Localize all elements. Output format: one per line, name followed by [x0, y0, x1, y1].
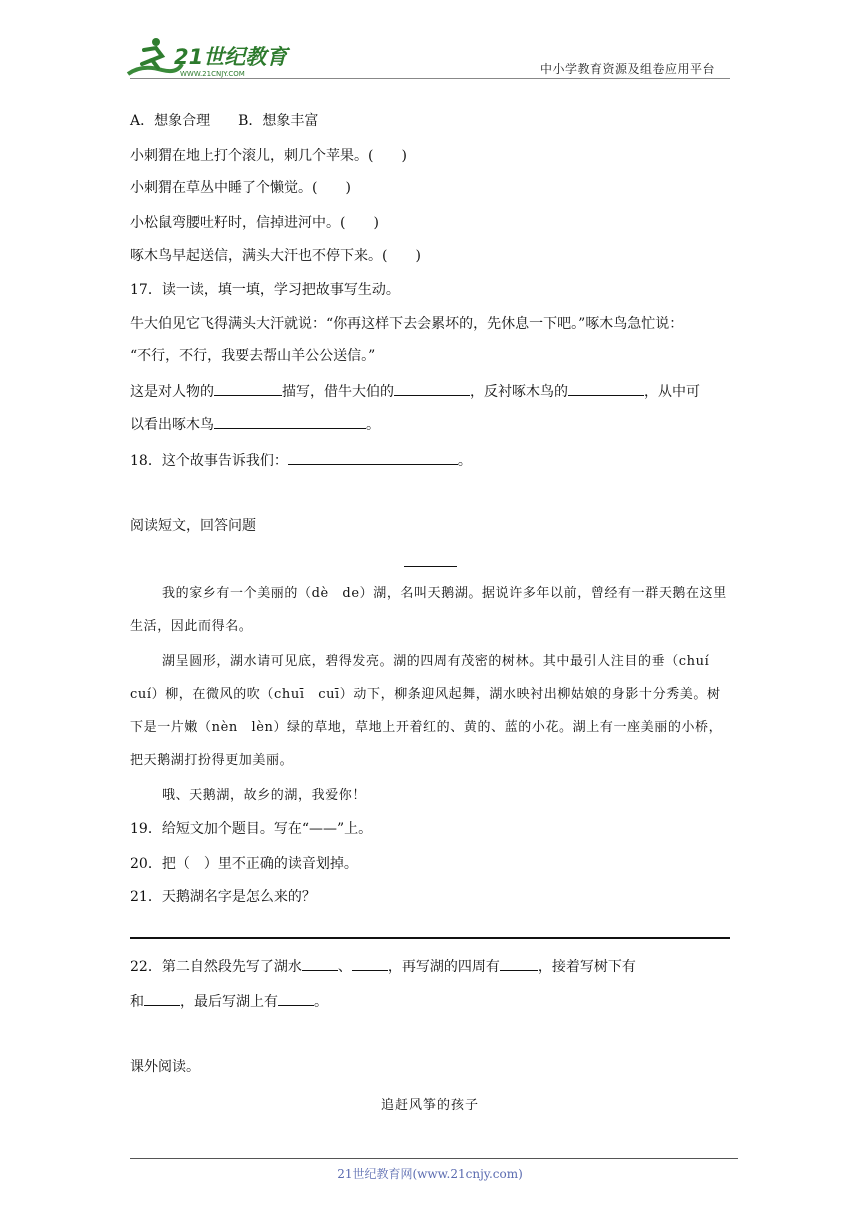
q22-blank-4[interactable]	[144, 991, 180, 1006]
q16-item-4: 啄木鸟早起送信，满头大汗也不停下来。( )	[130, 248, 421, 264]
q20-text: 20．把（ ）里不正确的读音划掉。	[130, 856, 358, 872]
q16-item-3: 小松鼠弯腰吐籽时，信掉进河中。( )	[130, 215, 379, 231]
q17-fill-line-2	[130, 414, 380, 435]
q17-quote-2: “不行，不行，我要去帮山羊公公送信。”	[130, 348, 376, 364]
q21-text: 21．天鹅湖名字是怎么来的？	[130, 889, 316, 905]
q22-line-1	[130, 956, 636, 977]
q18-blank[interactable]	[288, 450, 458, 465]
q16-item-1: 小刺猬在地上打个滚儿，刺几个苹果。( )	[130, 148, 407, 164]
q17-text-f: 。	[366, 417, 380, 433]
q17-blank-4[interactable]	[214, 414, 366, 429]
q22-text-a: 22．第二自然段先写了湖水	[130, 959, 302, 975]
q17-blank-2[interactable]	[394, 381, 470, 396]
q17-blank-3[interactable]	[568, 381, 644, 396]
reading1-paragraph-3: 哦、天鹅湖，故乡的湖，我爱你！	[162, 788, 367, 803]
q17-title: 17．读一读，填一填，学习把故事写生动。	[130, 282, 400, 298]
passage-title-blank[interactable]	[404, 566, 457, 567]
q16-item-2: 小刺猬在草丛中睡了个懒觉。( )	[130, 180, 351, 196]
q18-text: 18．这个故事告诉我们：	[130, 453, 288, 469]
q17-blank-1[interactable]	[214, 381, 282, 396]
q22-line-2	[130, 991, 328, 1012]
reading1-paragraph-2: 湖呈圆形，湖水请可见底，碧得发亮。湖的四周有茂密的树林。其中最引人注目的垂（chuí cuí）柳，在微风的吹（chuī cuī）动下，柳条迎风起舞，湖水映衬出柳姑娘的身影十分秀美。树下是一片嫩（nèn lèn）绿的草地，草地上开着红的、黄的、蓝的小花。湖上有一座美丽的小桥，把天鹅湖打扮得更加美丽。	[130, 654, 723, 768]
q22-text-d: 和	[130, 994, 144, 1010]
q22-blank-1[interactable]	[302, 956, 338, 971]
q17-quote-1: 牛大伯见它飞得满头大汗就说：“你再这样下去会累坏的，先休息一下吧。”啄木鸟急忙说：	[130, 316, 684, 332]
reading1-heading: 阅读短文，回答问题	[130, 518, 256, 534]
q22-text-e: ，最后写湖上有	[180, 994, 278, 1010]
q17-text-c: ，反衬啄木鸟的	[470, 384, 568, 400]
footer-link[interactable]: 21世纪教育网(www.21cnjy.com)	[337, 1167, 523, 1181]
reading1-paragraph-1: 我的家乡有一个美丽的（dè de）湖，名叫天鹅湖。据说许多年以前，曾经有一群天鹅在这里生活，因此而得名。	[130, 586, 727, 634]
platform-name: 中小学教育资源及组卷应用平台	[540, 62, 716, 76]
logo-text: 21世纪教育	[174, 45, 288, 69]
q22-blank-2[interactable]	[352, 956, 388, 971]
q22-blank-3[interactable]	[500, 956, 538, 971]
q22-sep: 、	[337, 959, 352, 975]
q17-text-a: 这是对人物的	[130, 384, 214, 400]
logo-url: WWW.21CNJY.COM	[180, 70, 245, 78]
site-logo	[122, 34, 292, 80]
reading2-title: 追赶风筝的孩子	[380, 1098, 479, 1113]
q17-fill-line-1	[130, 381, 700, 402]
q17-text-d: ，从中可	[644, 384, 700, 400]
q19-text: 19．给短文加个题目。写在“——”上。	[130, 821, 373, 837]
q22-text-b: ，再写湖的四周有	[387, 959, 500, 975]
q18-end: 。	[457, 453, 472, 469]
q18-line	[130, 450, 472, 471]
footer-divider	[130, 1158, 738, 1159]
q22-text-f: 。	[314, 994, 328, 1010]
reading2-heading: 课外阅读。	[130, 1059, 200, 1075]
q22-text-c: ，接着写树下有	[537, 959, 636, 975]
header-divider	[130, 78, 730, 79]
q17-text-e: 以看出啄木鸟	[130, 417, 214, 433]
q17-text-b: 描写，借牛大伯的	[282, 384, 394, 400]
q16-options: A．想象合理 B．想象丰富	[130, 113, 319, 129]
q22-blank-5[interactable]	[278, 991, 314, 1006]
q21-answer-line[interactable]	[130, 937, 730, 939]
